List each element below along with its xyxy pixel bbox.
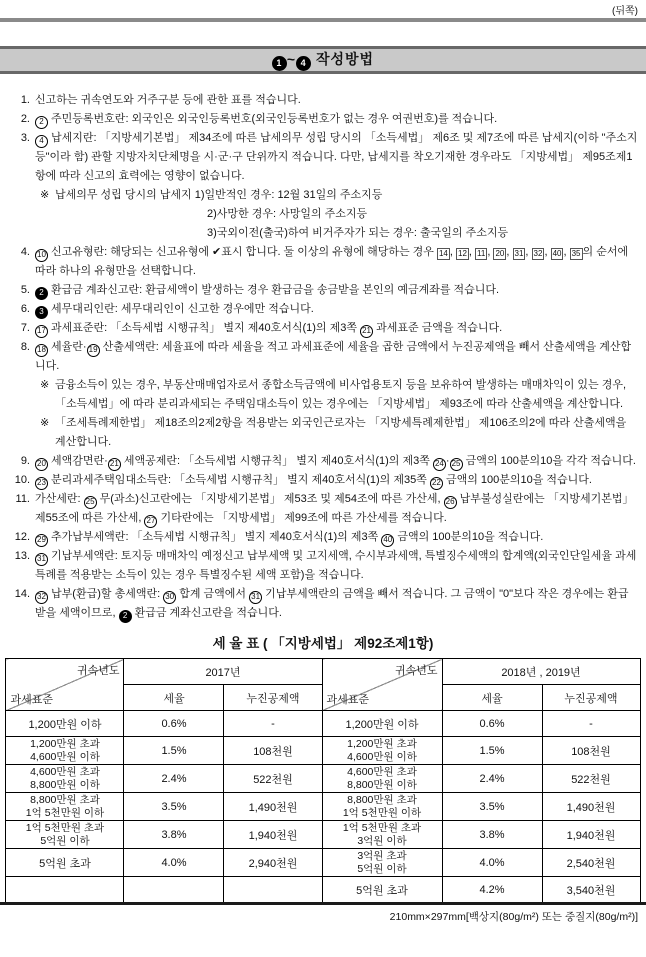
instruction-text: 18 세율란· 19 산출세액란: 세율표에 따라 세율을 적고 과세표준에 세율을 곱한 금액에서 누진공제액을 빼서 산출세액을 계산합니다.	[35, 341, 632, 372]
bracket-cell: 1,200만원 이하	[322, 711, 442, 737]
instruction-body	[35, 243, 638, 281]
instruction-text: 32 납부(환급)할 총세액란: 30 합계 금액에서 31 기납부세액란의 금액을 빼서 적습니다. 그 금액이 "0"보다 작은 경우에는 환급받을 세액이므로, 2 환급금 계좌신고란을 적습니다.	[35, 585, 638, 623]
instruction-item	[6, 110, 638, 129]
deduction-cell: 2,940천원	[224, 849, 322, 877]
bracket-cell: 1,200만원 이하	[6, 711, 124, 737]
boxed-number: 32	[533, 249, 543, 258]
corner-year-label: 귀속년도	[76, 665, 120, 677]
table-corner-right	[322, 659, 442, 711]
rate-cell: 4.0%	[124, 849, 224, 877]
bracket-cell	[6, 877, 124, 903]
instruction-note	[40, 376, 638, 414]
instruction-item	[6, 547, 638, 585]
instruction-item	[6, 91, 638, 110]
instruction-text: 17 과세표준란: 「소득세법 시행규칙」 별지 제40호서식(1)의 제3쪽 21 과세표준 금액을 적습니다.	[35, 319, 638, 338]
circled-number: 10	[35, 249, 48, 262]
deduction-cell: 108천원	[224, 737, 322, 765]
table-corner-left	[6, 659, 124, 711]
circled-number: 29	[35, 534, 48, 547]
instruction-item	[6, 338, 638, 452]
year-group-2017: 2017년	[124, 659, 322, 685]
instruction-number: 12.	[14, 531, 30, 543]
boxed-number: 12	[458, 249, 467, 258]
year-group-2018-2019: 2018년 , 2019년	[442, 659, 640, 685]
note-marker: ※	[40, 417, 50, 429]
rate-cell: 4.2%	[442, 877, 542, 903]
circled-number: 23	[35, 477, 48, 490]
deduction-col-header: 누진공제액	[542, 685, 640, 711]
corner-base-label: 과세표준	[326, 694, 370, 706]
instruction-number: 10.	[14, 474, 30, 486]
instruction-item	[6, 490, 638, 528]
circled-number: 31	[249, 591, 262, 604]
tax-table-body	[6, 711, 640, 903]
top-rule	[0, 18, 646, 22]
instruction-body	[35, 129, 638, 243]
filled-circled-number: 1	[272, 56, 287, 71]
table-row	[6, 877, 640, 903]
instruction-body	[35, 110, 638, 129]
deduction-col-header: 누진공제액	[224, 685, 322, 711]
bracket-cell: 1,200만원 초과 4,600만원 이하	[6, 737, 124, 765]
rate-cell: 3.8%	[124, 821, 224, 849]
deduction-cell: 1,940천원	[224, 821, 322, 849]
circled-number: 27	[144, 515, 157, 528]
note-continuation: 3)국외이전(출국)하여 비거주자가 되는 경우: 출국일의 주소지등	[207, 227, 509, 239]
instruction-text: 3 세무대리인란: 세무대리인이 신고한 경우에만 적습니다.	[35, 300, 638, 319]
circled-number: 31	[35, 553, 48, 566]
instruction-item	[6, 471, 638, 490]
deduction-cell: 1,940천원	[542, 821, 640, 849]
rate-cell: 3.8%	[442, 821, 542, 849]
instruction-number: 6.	[20, 303, 30, 315]
instruction-body	[35, 547, 638, 585]
deduction-cell	[224, 877, 322, 903]
bracket-cell: 8,800만원 초과 1억 5천만원 이하	[322, 793, 442, 821]
circled-number: 2	[35, 116, 48, 129]
instruction-number: 4.	[20, 246, 30, 258]
bracket-cell: 4,600만원 초과 8,800만원 이하	[6, 765, 124, 793]
instruction-item	[6, 243, 638, 281]
instruction-body	[35, 452, 638, 471]
instruction-text: 2 주민등록번호란: 외국인은 외국인등록번호(외국인등록번호가 없는 경우 여권번호)를 적습니다.	[35, 110, 638, 129]
circled-number: 32	[35, 591, 48, 604]
circled-number: 30	[163, 591, 176, 604]
instruction-body	[35, 338, 638, 452]
table-row	[6, 737, 640, 765]
instruction-number: 5.	[20, 284, 30, 296]
instruction-text: 가산세란: 25 무(과소)신고란에는 「지방세기본법」 제53조 및 제54조에 따른 가산세, 26 납부불성실란에는 「지방세기본법」 제55조에 따른 가산세, 27 기타란에는 「지방세법」 제99조에 따른 가산세를 적습니다.	[35, 490, 638, 528]
circled-number: 22	[430, 477, 443, 490]
rate-cell: 2.4%	[442, 765, 542, 793]
instruction-text: 23 분리과세주택임대소득란: 「소득세법 시행규칙」 별지 제40호서식(1)의 제35쪽 22 금액의 100분의10을 적습니다.	[35, 471, 638, 490]
deduction-cell: 1,490천원	[224, 793, 322, 821]
table-row	[6, 711, 640, 737]
bracket-cell: 1억 5천만원 초과 3억원 이하	[322, 821, 442, 849]
boxed-number: 40	[552, 249, 562, 258]
note-marker: ※	[40, 189, 50, 201]
circled-number: 21	[108, 458, 121, 471]
instruction-number: 9.	[20, 455, 30, 467]
bracket-cell: 5억원 초과	[322, 877, 442, 903]
note-continuation: 2)사망한 경우: 사망일의 주소지등	[207, 208, 368, 220]
instruction-text: 31 기납부세액란: 토지등 매매차익 예정신고 납부세액 및 고지세액, 수시부과세액, 특별징수세액의 합계액(외국인단일세율 과세특례를 적용받는 소득이 있는 경우 특별징수된 세액 포함)을 적습니다.	[35, 550, 637, 581]
table-row	[6, 765, 640, 793]
instruction-number: 13.	[14, 550, 30, 562]
paper-spec: 210mm×297mm[백상지(80g/m²) 또는 중질지(80g/m²)]	[389, 911, 638, 923]
note-text: 납세의무 성립 당시의 납세지 1)일반적인 경우: 12월 31일의 주소지등	[55, 189, 383, 201]
deduction-cell: 1,490천원	[542, 793, 640, 821]
instruction-body	[35, 281, 638, 300]
filled-circled-number: 4	[296, 56, 311, 71]
rate-cell: 0.6%	[442, 711, 542, 737]
instruction-number: 11.	[15, 493, 30, 505]
instruction-text: 신고하는 귀속연도와 거주구분 등에 관한 표를 적습니다.	[35, 94, 301, 106]
deduction-cell: -	[542, 711, 640, 737]
tax-rate-table	[5, 658, 640, 903]
instruction-body	[35, 471, 638, 490]
rate-col-header: 세율	[124, 685, 224, 711]
rate-col-header: 세율	[442, 685, 542, 711]
note-text: 금융소득이 있는 경우, 부동산매매업자로서 종합소득금액에 비사업용토지 등을 보유하여 발생하는 매매차익이 있는 경우, 「소득세법」에 따라 분리과세되는 주택임대소득이 있는 경우에는 「지방세법」 제93조에 따라 산출세액을 계산합니다.	[55, 379, 627, 410]
instruction-body	[35, 91, 638, 110]
filled-circled-number: 2	[119, 610, 132, 623]
instruction-text: 10 신고유형란: 해당되는 신고유형에 ✔표시 합니다. 둘 이상의 유형에 해당하는 경우 14 , 12 , 11 , 20 , 31 , 32 , 40 , 35 의 순서에 따라 하나의 유형만을 선택합니다.	[35, 246, 629, 277]
instruction-item	[6, 528, 638, 547]
corner-year-label: 귀속년도	[394, 665, 438, 677]
bracket-cell: 4,600만원 초과 8,800만원 이하	[322, 765, 442, 793]
filled-circled-number: 2	[35, 287, 48, 300]
instructions-list	[0, 74, 646, 623]
circled-number: 4	[35, 135, 48, 148]
rate-cell: 0.6%	[124, 711, 224, 737]
filled-circled-number: 3	[35, 306, 48, 319]
instruction-item	[6, 129, 638, 243]
instruction-number: 8.	[20, 341, 30, 353]
circled-number: 18	[35, 344, 48, 357]
instruction-text: 20 세액감면란· 21 세액공제란: 「소득세법 시행규칙」 별지 제40호서식(1)의 제3쪽 24 · 25 금액의 100분의10을 각각 적습니다.	[35, 452, 638, 471]
boxed-number: 14	[438, 249, 448, 258]
circled-number: 20	[35, 458, 48, 471]
instruction-item	[6, 300, 638, 319]
instruction-item	[6, 585, 638, 623]
instruction-body	[35, 319, 638, 338]
circled-number: 19	[87, 344, 100, 357]
rate-cell	[124, 877, 224, 903]
bracket-cell: 3억원 초과 5억원 이하	[322, 849, 442, 877]
deduction-cell: 3,540천원	[542, 877, 640, 903]
instruction-item	[6, 319, 638, 338]
instruction-item	[6, 452, 638, 471]
deduction-cell: 522천원	[224, 765, 322, 793]
corner-base-label: 과세표준	[10, 694, 53, 706]
table-row	[6, 849, 640, 877]
instruction-note	[40, 186, 638, 205]
bracket-cell: 1억 5천만원 초과 5억원 이하	[6, 821, 124, 849]
instruction-number: 3.	[20, 132, 30, 144]
table-row	[6, 821, 640, 849]
instruction-text: 2 환급금 계좌신고란: 환급세액이 발생하는 경우 환급금을 송금받을 본인의 예금계좌를 적습니다.	[35, 281, 638, 300]
circled-number: 25	[450, 458, 463, 471]
instruction-text: 29 추가납부세액란: 「소득세법 시행규칙」 별지 제40호서식(1)의 제3쪽 40 금액의 100분의10을 적습니다.	[35, 528, 638, 547]
tax-table-head	[6, 659, 640, 711]
rate-cell: 4.0%	[442, 849, 542, 877]
circled-number: 17	[35, 325, 48, 338]
circled-number: 24	[433, 458, 446, 471]
instruction-number: 2.	[20, 113, 30, 125]
instruction-number: 1.	[20, 94, 30, 106]
instruction-note	[40, 414, 638, 452]
bracket-cell: 1,200만원 초과 4,600만원 이하	[322, 737, 442, 765]
bracket-cell: 5억원 초과	[6, 849, 124, 877]
page-side-marker: (뒤쪽)	[612, 6, 638, 17]
rate-cell: 1.5%	[124, 737, 224, 765]
circled-number: 25	[84, 496, 97, 509]
note-text: 「조세특례제한법」 제18조의2제2항을 적용받는 외국인근로자는 「지방세특례제한법」 제106조의2에 따라 산출세액을 계산합니다.	[55, 417, 627, 448]
deduction-cell: 108천원	[542, 737, 640, 765]
instruction-body	[35, 528, 638, 547]
boxed-number: 35	[571, 249, 581, 258]
instruction-text: 4 납세지란: 「지방세기본법」 제34조에 따른 납세의무 성립 당시의 「소득세법」 제6조 및 제7조에 따른 납세지(이하 "주소지등"이라 함) 관할 지방자치단체명을 시·군·구 단위까지 적습니다. 다만, 납세지를 착오기재한 경우라도 「지방세법」 제95조제1항에 따라 신고의 효력에는 영향이 없습니다.	[35, 132, 638, 182]
deduction-cell: 522천원	[542, 765, 640, 793]
deduction-cell: -	[224, 711, 322, 737]
instruction-number: 7.	[20, 322, 30, 334]
instruction-body	[35, 585, 638, 623]
circled-number: 26	[444, 496, 457, 509]
bracket-cell: 8,800만원 초과 1억 5천만원 이하	[6, 793, 124, 821]
table-row	[6, 793, 640, 821]
instruction-item	[6, 281, 638, 300]
rate-cell: 3.5%	[124, 793, 224, 821]
deduction-cell: 2,540천원	[542, 849, 640, 877]
boxed-number: 31	[514, 249, 524, 258]
note-marker: ※	[40, 379, 50, 391]
rate-cell: 3.5%	[442, 793, 542, 821]
instruction-body	[35, 300, 638, 319]
section-header	[0, 46, 646, 74]
circled-number: 21	[360, 325, 373, 338]
tax-table-title: 세 율 표 ( 「지방세법」 제92조제1항)	[212, 636, 434, 651]
boxed-number: 20	[495, 249, 505, 258]
rate-cell: 1.5%	[442, 737, 542, 765]
instruction-number: 14.	[14, 588, 30, 600]
section-title: 1 ~ 4 작성방법	[272, 49, 374, 71]
instruction-body	[35, 490, 638, 528]
rate-cell: 2.4%	[124, 765, 224, 793]
circled-number: 40	[381, 534, 394, 547]
boxed-number: 11	[477, 249, 486, 258]
